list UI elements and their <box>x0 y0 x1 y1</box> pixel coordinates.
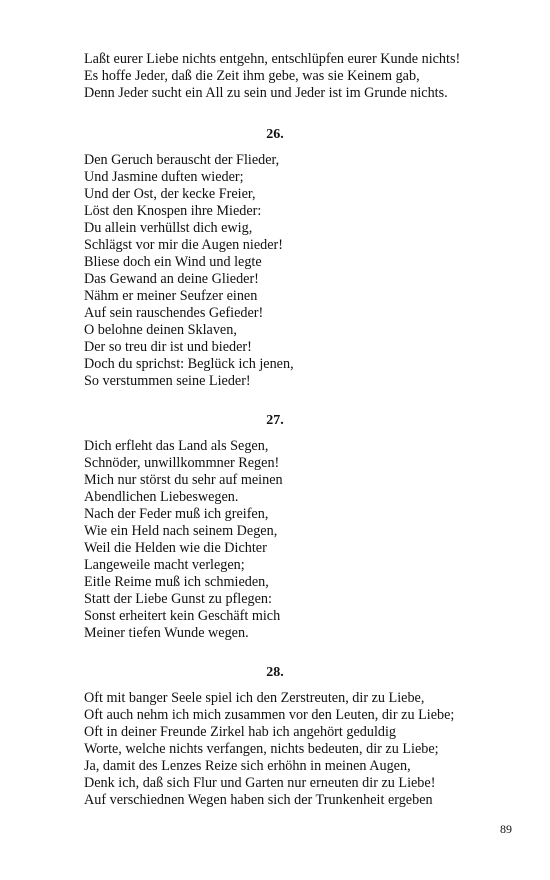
verse-line: Sonst erheitert kein Geschäft mich <box>84 608 281 624</box>
verse-line: Löst den Knospen ihre Mieder: <box>84 203 262 219</box>
verse-line: Meiner tiefen Wunde wegen. <box>84 625 249 641</box>
verse-line: Abendlichen Liebeswegen. <box>84 489 239 505</box>
poem-number-28: 28. <box>266 665 284 680</box>
verse-line: Auf verschiednen Wegen haben sich der Trunkenheit ergeben <box>84 792 433 808</box>
poem-26 <box>84 152 524 390</box>
verse-line: Mich nur störst du sehr auf meinen <box>84 472 283 488</box>
verse-line: Auf sein rauschendes Gefieder! <box>84 305 264 321</box>
verse-line: Wie ein Held nach seinem Degen, <box>84 523 278 539</box>
verse-line: Dich erfleht das Land als Segen, <box>84 438 269 454</box>
poem-number-27: 27. <box>266 413 284 428</box>
verse-line: Doch du sprichst: Beglück ich jenen, <box>84 356 294 372</box>
verse-line: Denn Jeder sucht ein All zu sein und Jeder ist im Grunde nichts. <box>84 85 448 101</box>
verse-line: Laßt eurer Liebe nichts entgehn, entschlüpfen eurer Kunde nichts! <box>84 51 461 67</box>
verse-line: Schlägst vor mir die Augen nieder! <box>84 237 283 253</box>
verse-line: Eitle Reime muß ich schmieden, <box>84 574 269 590</box>
page-number: 89 <box>500 822 512 836</box>
intro-stanza <box>84 51 524 102</box>
poem-27 <box>84 438 524 642</box>
verse-line: Denk ich, daß sich Flur und Garten nur erneuten dir zu Liebe! <box>84 775 436 791</box>
verse-line: Oft auch nehm ich mich zusammen vor den Leuten, dir zu Liebe; <box>84 707 455 723</box>
verse-line: Du allein verhüllst dich ewig, <box>84 220 253 236</box>
verse-line: Nach der Feder muß ich greifen, <box>84 506 269 522</box>
verse-line: Schnöder, unwillkommner Regen! <box>84 455 280 471</box>
poem-number-26: 26. <box>266 127 284 142</box>
verse-line: Statt der Liebe Gunst zu pflegen: <box>84 591 272 607</box>
verse-line: So verstummen seine Lieder! <box>84 373 251 389</box>
verse-line: Und der Ost, der kecke Freier, <box>84 186 256 202</box>
verse-line: Das Gewand an deine Glieder! <box>84 271 259 287</box>
verse-line: Der so treu dir ist und bieder! <box>84 339 252 355</box>
poem-28 <box>84 690 524 809</box>
verse-line: Es hoffe Jeder, daß die Zeit ihm gebe, was sie Keinem gab, <box>84 68 420 84</box>
verse-line: Nähm er meiner Seufzer einen <box>84 288 258 304</box>
verse-line: Oft in deiner Freunde Zirkel hab ich angehört geduldig <box>84 724 397 740</box>
verse-line: Bliese doch ein Wind und legte <box>84 254 262 270</box>
verse-line: Ja, damit des Lenzes Reize sich erhöhn in meinen Augen, <box>84 758 411 774</box>
verse-line: Oft mit banger Seele spiel ich den Zerstreuten, dir zu Liebe, <box>84 690 425 706</box>
verse-line: Weil die Helden wie die Dichter <box>84 540 267 556</box>
verse-line: Worte, welche nichts verfangen, nichts bedeuten, dir zu Liebe; <box>84 741 439 757</box>
verse-line: Den Geruch berauscht der Flieder, <box>84 152 280 168</box>
verse-line: Langeweile macht verlegen; <box>84 557 245 573</box>
verse-line: O belohne deinen Sklaven, <box>84 322 237 338</box>
verse-line: Und Jasmine duften wieder; <box>84 169 244 185</box>
